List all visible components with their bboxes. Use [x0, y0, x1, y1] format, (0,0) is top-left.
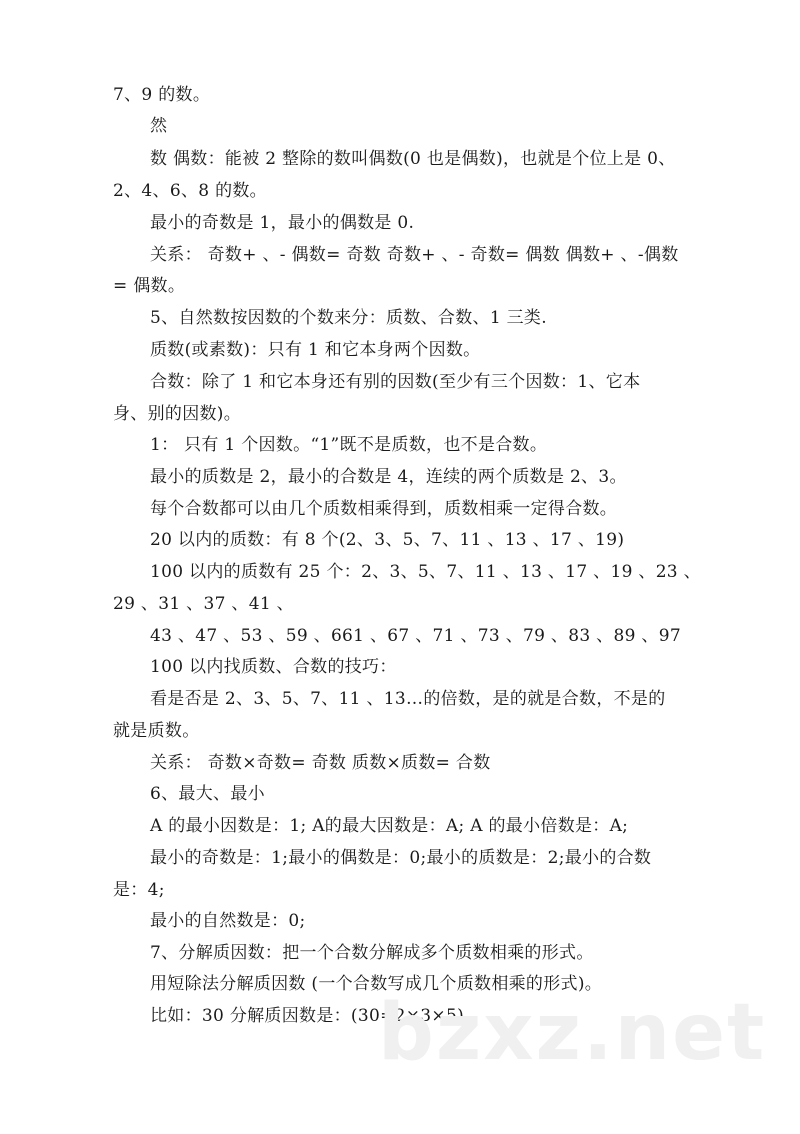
text-line: 29 、31 、37 、41 、: [113, 594, 294, 614]
text-line: 数 偶数：能被 2 整除的数叫偶数(0 也是偶数)，也就是个位上是 0、: [150, 149, 676, 169]
text-line: 最小的质数是 2，最小的合数是 4，连续的两个质数是 2、3。: [150, 467, 627, 487]
text-line: 1： 只有 1 个因数。“1”既不是质数，也不是合数。: [150, 435, 548, 455]
text-line: 最小的自然数是：0;: [150, 911, 306, 931]
text-line: 就是质数。: [113, 721, 200, 741]
text-line: = 偶数。: [113, 276, 186, 296]
text-line: 43 、47 、53 、59 、661 、67 、71 、73 、79 、83 、89 、97: [150, 626, 681, 646]
text-line: 5、自然数按因数的个数来分：质数、合数、1 三类.: [150, 308, 547, 328]
text-line: 每个合数都可以由几个质数相乘得到，质数相乘一定得合数。: [150, 499, 618, 519]
text-line: 100 以内的质数有 25 个：2、3、5、7、11 、13 、17 、19 、23 、: [150, 562, 701, 582]
text-line: 合数：除了 1 和它本身还有别的因数(至少有三个因数：1、它本: [150, 372, 641, 392]
text-line: 看是否是 2、3、5、7、11 、13…的倍数，是的就是合数，不是的: [150, 689, 666, 709]
text-line: 关系： 奇数+ 、- 偶数= 奇数 奇数+ 、- 奇数= 偶数 偶数+ 、-偶数: [150, 245, 679, 265]
text-line: 最小的奇数是 1，最小的偶数是 0.: [150, 213, 415, 233]
text-line: 是：4;: [113, 880, 165, 900]
text-line: 然: [150, 116, 168, 136]
text-line: 比如：30 分解质因数是：(30=2×3×5): [150, 1006, 465, 1026]
text-line: 6、最大、最小: [150, 784, 265, 804]
text-line: 2、4、6、8 的数。: [113, 181, 267, 201]
text-line: 关系： 奇数×奇数= 奇数 质数×质数= 合数: [150, 753, 491, 773]
text-line: 质数(或素数)：只有 1 和它本身两个因数。: [150, 340, 481, 360]
text-line: A 的最小因数是：1; A的最大因数是：A; A 的最小倍数是：A;: [150, 816, 629, 836]
text-line: 100 以内找质数、合数的技巧：: [150, 657, 397, 677]
text-line: 身、别的因数)。: [113, 404, 242, 424]
text-line: 20 以内的质数：有 8 个(2、3、5、7、11 、13 、17 、19): [150, 530, 625, 550]
text-line: 7、9 的数。: [113, 85, 211, 105]
watermark: bzxz.net: [378, 988, 767, 1078]
text-line: 7、分解质因数：把一个合数分解成多个质数相乘的形式。: [150, 943, 594, 963]
text-line: 最小的奇数是：1;最小的偶数是：0;最小的质数是：2;最小的合数: [150, 848, 652, 868]
text-line: 用短除法分解质因数 (一个合数写成几个质数相乘的形式)。: [150, 974, 603, 994]
